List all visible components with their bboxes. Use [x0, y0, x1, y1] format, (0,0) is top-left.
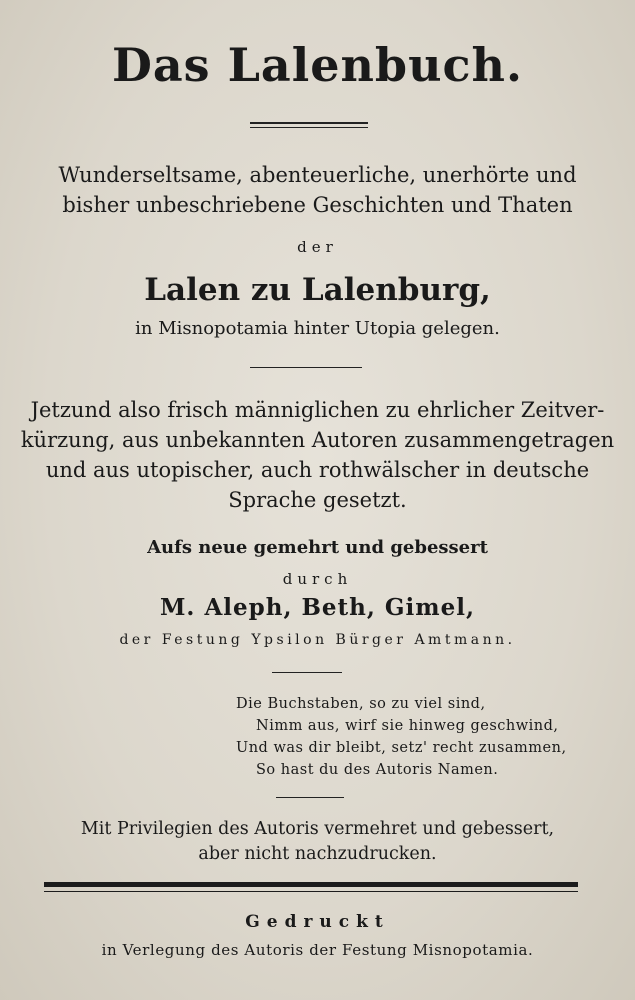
- main-name: Lalen zu Lalenburg,: [144, 272, 491, 308]
- book-title: Das Lalenbuch.: [111, 38, 524, 92]
- thick-rule: [44, 882, 578, 887]
- description-line-2: kürzung, aus unbekannten Autoren zusammengetragen: [20, 428, 615, 452]
- printed-label: Gedruckt: [245, 912, 390, 932]
- thin-rule: [44, 891, 578, 892]
- privilege-line-2: aber nicht nachzudrucken.: [198, 844, 437, 864]
- subtitle-line-1: Wunderseltsame, abenteuerliche, unerhörte und: [58, 163, 577, 187]
- verse-line: Nimm aus, wirf sie hinweg geschwind,: [256, 718, 559, 734]
- description-line-1: Jetzund also frisch männiglichen zu ehrlicher Zeitver-: [30, 398, 605, 422]
- location-line: in Misnopotamia hinter Utopia gelegen.: [135, 318, 500, 339]
- subtitle-line-2: bisher unbeschriebene Geschichten und Thaten: [62, 193, 573, 217]
- der-text: der: [297, 238, 338, 256]
- description-line-3: und aus utopischer, auch rothwälscher in deutsche: [45, 458, 590, 482]
- separator-rule: [272, 672, 342, 673]
- author-name: M. Aleph, Beth, Gimel,: [159, 594, 476, 621]
- verse-line: So hast du des Autoris Namen.: [256, 762, 499, 778]
- verse-line: Und was dir bleibt, setz' recht zusammen,: [236, 740, 567, 756]
- separator-rule: [276, 797, 344, 798]
- separator-rule: [250, 367, 362, 368]
- verse-line: Die Buchstaben, so zu viel sind,: [236, 696, 486, 712]
- verse-block: [236, 693, 567, 781]
- double-rule: [250, 122, 368, 128]
- imprint-line: in Verlegung des Autoris der Festung Misnopotamia.: [101, 941, 534, 959]
- edition-line: Aufs neue gemehrt und gebessert: [147, 537, 488, 558]
- durch-text: durch: [282, 570, 353, 588]
- description-line-4: Sprache gesetzt.: [228, 488, 407, 512]
- author-office: der Festung Ypsilon Bürger Amtmann.: [119, 632, 516, 648]
- privilege-line-1: Mit Privilegien des Autoris vermehret und gebessert,: [80, 819, 555, 839]
